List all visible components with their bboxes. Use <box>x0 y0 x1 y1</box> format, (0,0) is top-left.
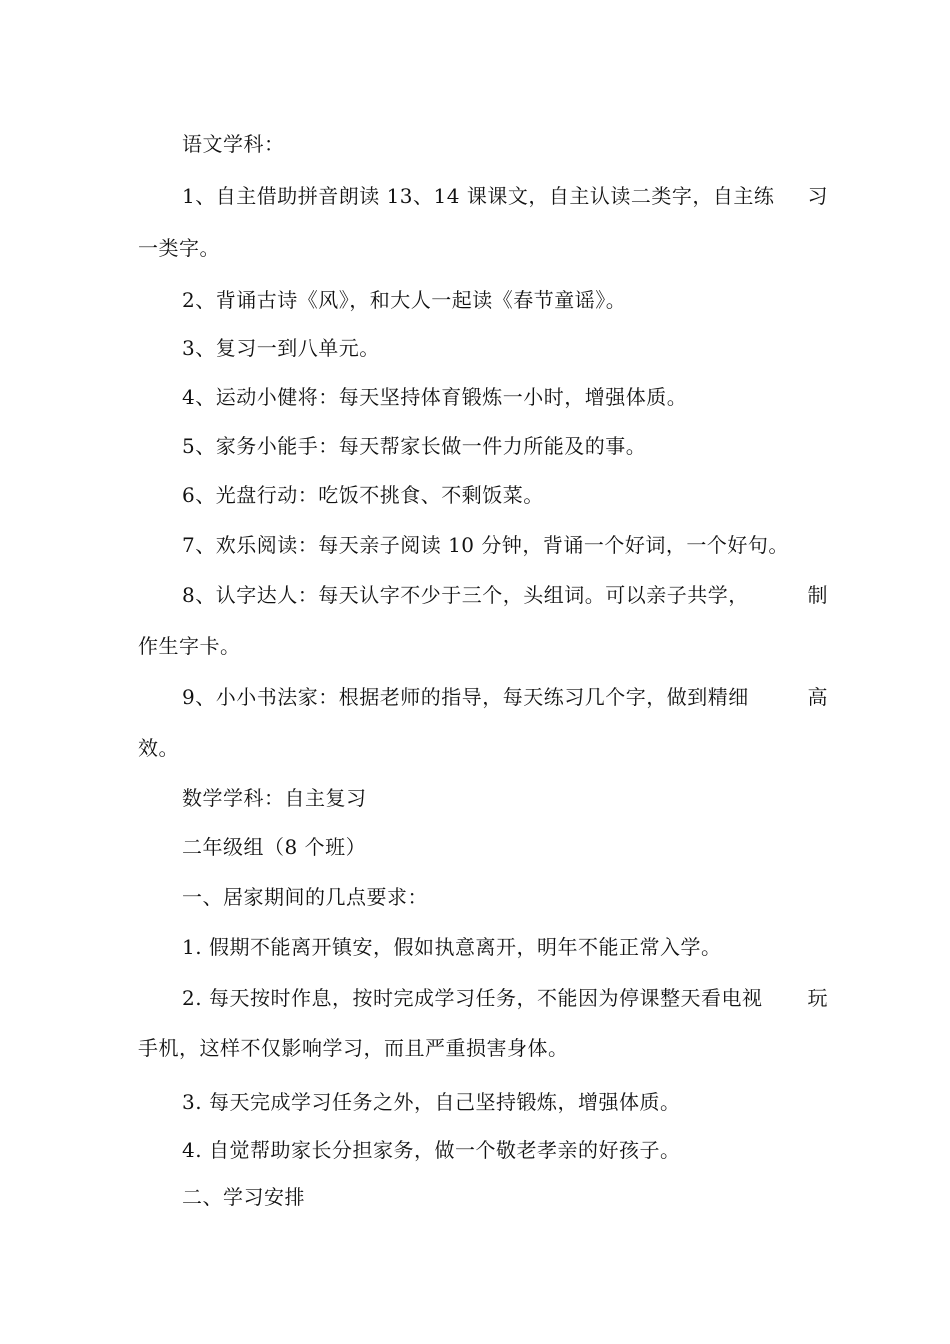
requirement-2-tail: 玩 <box>807 986 828 1010</box>
chinese-item-8-tail: 制 <box>807 583 828 607</box>
chinese-item-3: 3、复习一到八单元。 <box>182 336 380 360</box>
chinese-item-8-line-1 <box>182 581 828 609</box>
chinese-item-5: 5、家务小能手：每天帮家长做一件力所能及的事。 <box>182 434 647 458</box>
chinese-item-1-text: 1、自主借助拼音朗读 13、14 课课文，自主认读二类字，自主练 <box>182 184 775 208</box>
requirement-2-text: 2. 每天按时作息，按时完成学习任务，不能因为停课整天看电视 <box>182 986 763 1010</box>
requirement-3: 3. 每天完成学习任务之外，自己坚持锻炼，增强体质。 <box>182 1090 681 1114</box>
chinese-item-7: 7、欢乐阅读：每天亲子阅读 10 分钟，背诵一个好词，一个好句。 <box>182 533 789 557</box>
requirement-4: 4. 自觉帮助家长分担家务，做一个敬老孝亲的好孩子。 <box>182 1138 681 1162</box>
chinese-item-2: 2、背诵古诗《风》，和大人一起读《春节童谣》。 <box>182 288 627 312</box>
chinese-item-8-text: 8、认字达人：每天认字不少于三个，头组词。可以亲子共学， <box>182 583 749 607</box>
grade-2-group-heading: 二年级组（8 个班） <box>182 835 367 859</box>
chinese-item-1-line-2: 一类字。 <box>138 236 220 260</box>
chinese-item-9-line-2: 效。 <box>138 736 179 760</box>
chinese-item-4: 4、运动小健将：每天坚持体育锻炼一小时，增强体质。 <box>182 385 688 409</box>
chinese-item-8-line-2: 作生字卡。 <box>138 634 241 658</box>
chinese-item-6: 6、光盘行动：吃饭不挑食、不剩饭菜。 <box>182 483 544 507</box>
section-2-heading: 二、学习安排 <box>182 1185 305 1209</box>
chinese-item-9-line-1 <box>182 683 828 711</box>
section-1-heading: 一、居家期间的几点要求： <box>182 885 428 909</box>
chinese-item-9-tail: 高 <box>807 685 828 709</box>
requirement-1: 1. 假期不能离开镇安，假如执意离开，明年不能正常入学。 <box>182 935 722 959</box>
requirement-2-line-1 <box>182 984 828 1012</box>
chinese-subject-heading: 语文学科： <box>182 132 285 156</box>
chinese-item-1-tail: 习 <box>807 184 828 208</box>
requirement-2-line-2: 手机，这样不仅影响学习，而且严重损害身体。 <box>138 1036 569 1060</box>
math-subject-heading: 数学学科：自主复习 <box>182 786 367 810</box>
chinese-item-1-line-1 <box>182 182 828 210</box>
chinese-item-9-text: 9、小小书法家：根据老师的指导，每天练习几个字，做到精细 <box>182 685 749 709</box>
